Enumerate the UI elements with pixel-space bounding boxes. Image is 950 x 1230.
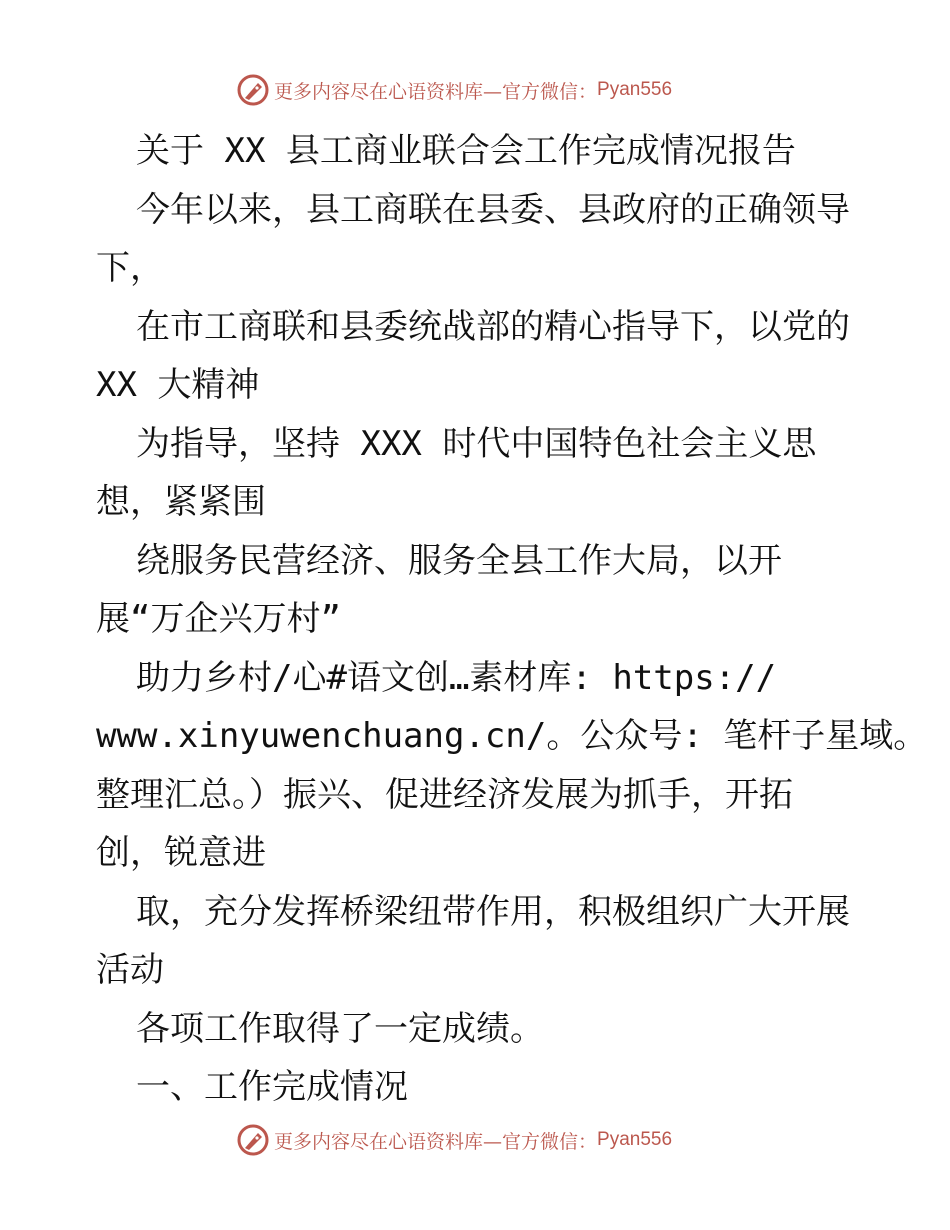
paragraph-line: 下， [96, 248, 164, 288]
paragraph-line: 为指导，坚持 XXX 时代中国特色社会主义思 [136, 423, 817, 464]
paragraph-line: 今年以来，县工商联在县委、县政府的正确领导 [136, 189, 850, 230]
watermark-header [236, 72, 672, 108]
section-heading: 一、工作完成情况 [136, 1067, 408, 1107]
paragraph-line: 助力乡村/心#语文创…素材库: https:// [136, 657, 777, 698]
paragraph-line: www.xinyuwenchuang.cn/。公众号: 笔杆子星域。 [96, 716, 928, 756]
watermark-text: 更多内容尽在心语资料库—官方微信： [274, 80, 598, 103]
paragraph-line: 活动 [96, 950, 164, 990]
watermark-wechat-id: Pyan556 [597, 79, 673, 100]
pen-nib-logo-icon [236, 1123, 270, 1157]
paragraph-line: XX 大精神 [96, 365, 260, 405]
report-title: 关于 XX 县工商业联合会工作完成情况报告 [136, 131, 796, 171]
watermark-wechat-id: Pyan556 [597, 1129, 673, 1150]
watermark-text: 更多内容尽在心语资料库—官方微信： [274, 1130, 598, 1153]
paragraph-line: 展“万企兴万村” [96, 599, 341, 639]
document-body [96, 122, 928, 1117]
paragraph-line: 整理汇总。）振兴、促进经济发展为抓手，开拓 [96, 774, 793, 815]
paragraph-line: 想，紧紧围 [96, 482, 266, 522]
paragraph-line: 创，锐意进 [96, 833, 266, 873]
paragraph-line: 各项工作取得了一定成绩。 [136, 1008, 544, 1049]
pen-nib-logo-icon [236, 73, 270, 107]
paragraph-line: 在市工商联和县委统战部的精心指导下，以党的 [136, 306, 850, 347]
paragraph-line: 取，充分发挥桥梁纽带作用，积极组织广大开展 [136, 891, 850, 932]
paragraph-line: 绕服务民营经济、服务全县工作大局，以开 [136, 540, 782, 581]
watermark-footer [236, 1122, 672, 1158]
